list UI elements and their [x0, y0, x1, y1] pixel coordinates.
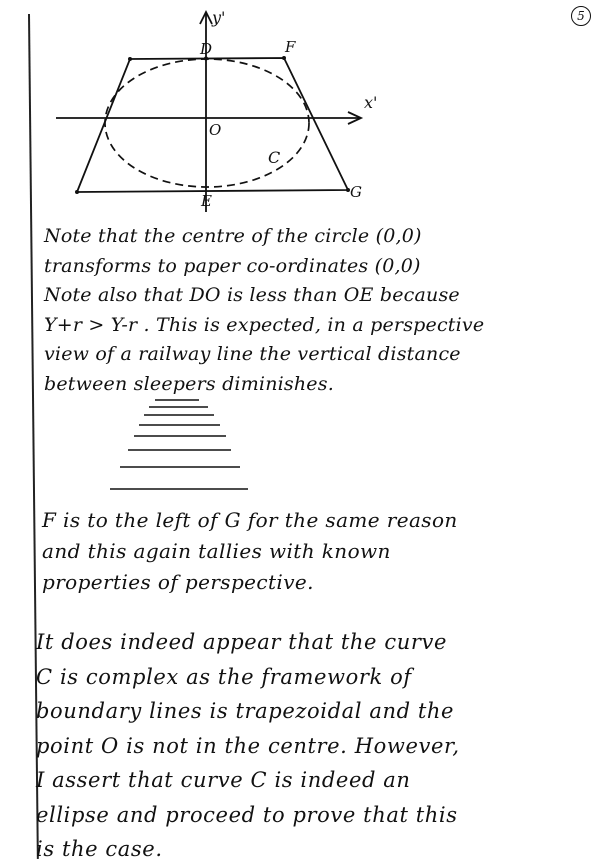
note-paragraph-2	[42, 505, 458, 598]
text-line: ellipse and proceed to prove that this	[36, 802, 458, 827]
text-line: F is to the left of G for the same reason	[42, 508, 458, 532]
label-D: D	[200, 40, 213, 58]
text-line: C is complex as the framework of	[36, 664, 412, 689]
text-line: and this again tallies with known	[42, 539, 391, 563]
label-E: E	[201, 192, 212, 210]
text-line: Y+r > Y-r . This is expected, in a perspective	[44, 313, 485, 336]
page-number: 5	[571, 6, 591, 26]
label-O: O	[209, 121, 222, 139]
label-G: G	[350, 183, 362, 201]
text-line: between sleepers diminishes.	[44, 372, 334, 395]
text-line: point O is not in the centre. However,	[36, 733, 460, 758]
label-F: F	[285, 38, 296, 56]
label-C: C	[268, 148, 281, 167]
text-line: Note that the centre of the circle (0,0)	[44, 225, 422, 247]
text-line: It does indeed appear that the curve	[36, 630, 447, 654]
text-line: transforms to paper co-ordinates (0,0)	[44, 254, 421, 277]
text-line: Note also that DO is less than OE because	[44, 284, 460, 306]
text-line: properties of perspective.	[42, 570, 314, 594]
text-line: I assert that curve C is indeed an	[36, 768, 411, 792]
label-y-axis: y'	[212, 8, 226, 27]
note-paragraph-3	[36, 625, 460, 867]
text-line: is the case.	[36, 837, 163, 861]
text-line: boundary lines is trapezoidal and the	[36, 699, 455, 723]
text-line: view of a railway line the vertical distance	[44, 343, 461, 365]
label-x-axis: x'	[364, 93, 378, 112]
